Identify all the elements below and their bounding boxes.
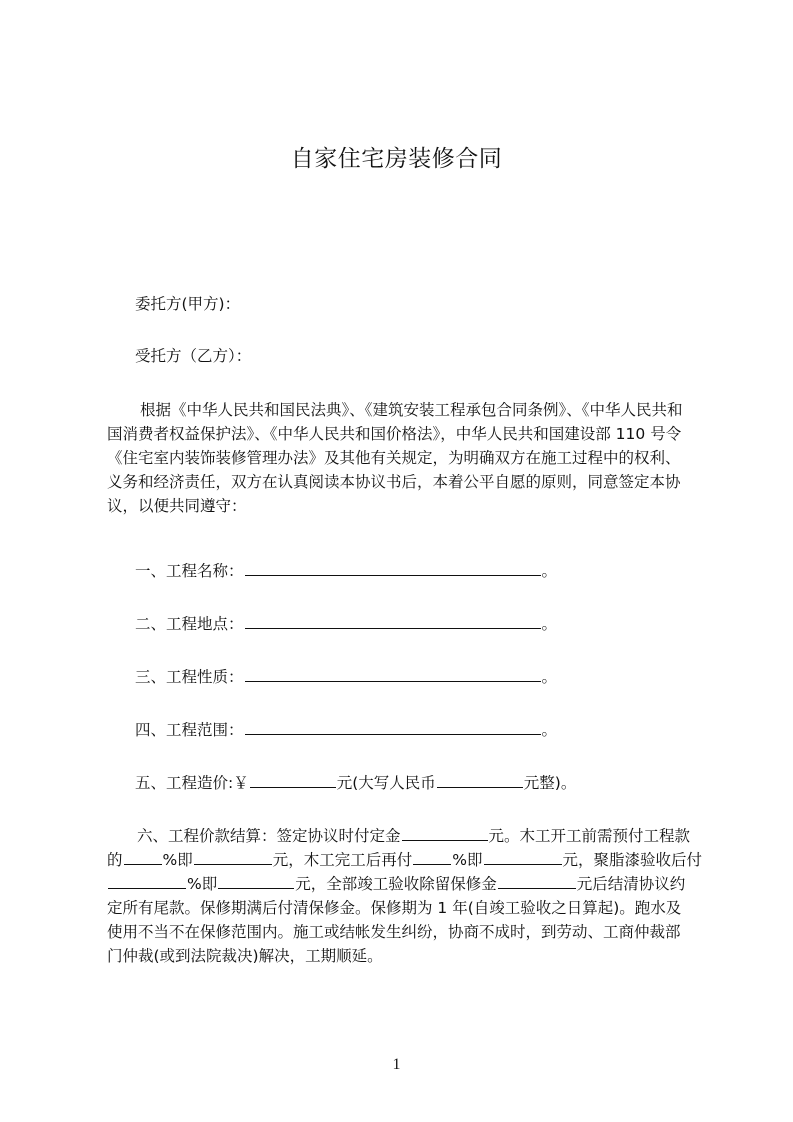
item-project-name	[135, 559, 557, 581]
settlement-line: 定所有尾款。保修期满后付清保修金。保修期为 1 年(自竣工验收之日算起)。跑水及	[107, 899, 682, 917]
paint-amount-field[interactable]	[218, 873, 294, 889]
settlement-line: 门仲裁(或到法院裁决)解决，工期顺延。	[107, 947, 383, 965]
item-label: 五、工程造价:￥	[135, 774, 249, 792]
item-project-scope	[135, 718, 557, 740]
page-title: 自家住宅房装修合同	[290, 146, 503, 172]
preamble-line: 义务和经济责任，双方在认真阅读本协议书后，本着公平自愿的原则，同意签定本协	[107, 473, 681, 491]
preamble-line: 根据《中华人民共和国民法典》、《建筑安装工程承包合同条例》、《中华人民共和	[140, 401, 683, 419]
preamble-line: 议，以便共同遵守：	[107, 497, 247, 515]
advance-percent-field[interactable]	[124, 849, 162, 865]
item-end: 。	[541, 668, 558, 686]
settlement-line: 使用不当不在保修范围内。施工或结帐发生纠纷，协商不成时，到劳动、工商仲裁部	[107, 923, 681, 941]
woodwork-amount-field[interactable]	[484, 849, 562, 865]
item-end: 。	[541, 615, 558, 633]
project-location-field[interactable]	[245, 613, 541, 629]
item-project-cost	[135, 771, 576, 793]
preamble-line: 国消费者权益保护法》、《中华人民共和国价格法》，中华人民共和国建设部 110 号令	[107, 425, 682, 443]
cost-end-text: 元整)。	[523, 774, 577, 792]
settlement-line: %即 元，全部竣工验收除留保修金 元后结清协议约	[107, 872, 707, 896]
client-party-label: 委托方(甲方)：	[135, 295, 241, 313]
cost-uppercase-field[interactable]	[437, 772, 523, 788]
item-label: 一、工程名称：	[135, 562, 244, 580]
item-label: 三、工程性质：	[135, 668, 244, 686]
cost-unit-text: 元(大写人民币	[336, 774, 436, 792]
project-nature-field[interactable]	[245, 666, 541, 682]
item-end: 。	[541, 721, 558, 739]
deposit-field[interactable]	[402, 825, 488, 841]
item-project-location	[135, 612, 557, 634]
settlement-paragraph	[107, 824, 707, 968]
woodwork-percent-field[interactable]	[413, 849, 451, 865]
page-number: 1	[392, 1056, 401, 1073]
preamble-paragraph	[107, 398, 707, 518]
settlement-line: 六、工程价款结算：签定协议时付定金 元。木工开工前需预付工程款	[137, 827, 691, 845]
project-scope-field[interactable]	[245, 719, 541, 735]
contractor-party-label: 受托方（乙方）：	[135, 347, 252, 365]
item-label: 二、工程地点：	[135, 615, 244, 633]
project-name-field[interactable]	[245, 560, 541, 576]
warranty-deposit-field[interactable]	[498, 873, 576, 889]
advance-amount-field[interactable]	[194, 849, 272, 865]
item-project-nature	[135, 665, 557, 687]
item-label: 四、工程范围：	[135, 721, 244, 739]
preamble-line: 《住宅室内装饰装修管理办法》及其他有关规定，为明确双方在施工过程中的权利、	[107, 449, 681, 467]
settlement-line: 的 %即 元，木工完工后再付 %即 元，聚脂漆验收后付	[107, 851, 703, 869]
paint-percent-field[interactable]	[108, 873, 186, 889]
cost-amount-field[interactable]	[250, 772, 336, 788]
item-end: 。	[541, 562, 558, 580]
